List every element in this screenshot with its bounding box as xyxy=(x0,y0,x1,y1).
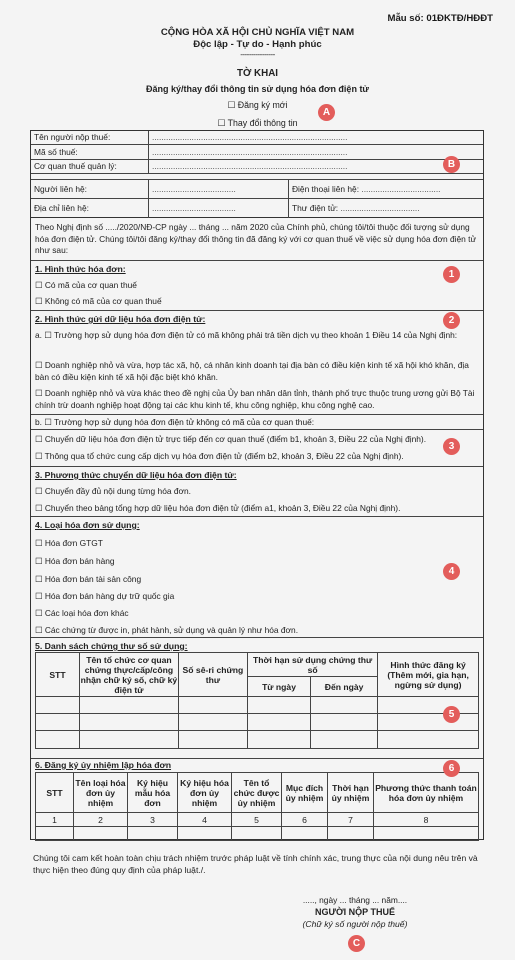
checkbox-2a[interactable]: a. ☐ Trường hợp sử dụng hóa đơn điện tử có mã không phải trả tiền dịch vụ theo khoản 1 Điều 14 của Nghị định: xyxy=(35,330,458,340)
change-info-option[interactable]: ☐ Thay đổi thông tin xyxy=(217,118,298,128)
cert-col-serial: Số sê-ri chứng thư xyxy=(178,653,247,697)
contact-address-field[interactable]: .................................... xyxy=(149,199,289,218)
table-cell: 3 xyxy=(128,813,178,827)
marker-c-badge: C xyxy=(348,935,365,952)
cert-col-validity: Thời hạn sử dụng chứng thư số xyxy=(248,653,378,677)
cert-col-registration-form: Hình thức đăng ký (Thêm mới, gia hạn, ngừng sử dụng) xyxy=(378,653,479,697)
section-1-title: 1. Hình thức hóa đơn: xyxy=(35,264,126,274)
signature-note: (Chữ ký số người nộp thuế) xyxy=(302,919,408,929)
checkbox-2b[interactable]: b. ☐ Trường hợp sử dụng hóa đơn điện tử không có mã của cơ quan thuế: xyxy=(35,417,315,427)
table-cell: 5 xyxy=(232,813,282,827)
info-row xyxy=(31,160,483,174)
cert-col-organization: Tên tổ chức cơ quan chứng thực/cấp/công nhận chữ ký số, chữ ký điện tử xyxy=(80,654,178,695)
marker-5-badge: 5 xyxy=(443,706,460,723)
contact-phone-field[interactable]: .................................. xyxy=(361,183,441,194)
section-3-title: 3. Phương thức chuyển dữ liệu hóa đơn điện tử: xyxy=(35,470,237,480)
certificate-table xyxy=(35,652,479,749)
info-row xyxy=(31,199,483,218)
checkbox-documents-as-invoice[interactable]: ☐ Các chứng từ được in, phát hành, sử dụng và quản lý như hóa đơn. xyxy=(35,625,299,635)
page-title: TỜ KHAI xyxy=(236,68,278,79)
marker-a-badge: A xyxy=(318,104,335,121)
email-field[interactable]: .................................. xyxy=(340,203,420,214)
contact-phone-label: Điện thoại liên hệ: xyxy=(292,183,360,194)
table-row xyxy=(36,813,479,827)
contact-person-field[interactable]: .................................... xyxy=(149,180,289,198)
tax-code-field[interactable]: .................................................................................... xyxy=(152,146,348,157)
deleg-col-payment-method: Phương thức thanh toán hóa đơn ủy nhiệm xyxy=(374,773,479,813)
taxpayer-info-table xyxy=(30,130,484,218)
cert-col-from-date: Từ ngày xyxy=(248,677,311,697)
cert-col-to-date: Đến ngày xyxy=(311,677,378,697)
info-row xyxy=(31,145,483,160)
deleg-col-duration: Thời hạn ủy nhiệm xyxy=(328,773,374,813)
cert-col-stt: STT xyxy=(36,653,80,697)
section-4-title: 4. Loại hóa đơn sử dụng: xyxy=(35,520,140,530)
deleg-col-purpose: Mục đích ủy nhiệm xyxy=(282,773,328,813)
deleg-col-stt: STT xyxy=(36,773,74,813)
section-5-title: 5. Danh sách chứng thư số sử dụng: xyxy=(35,641,188,651)
table-row xyxy=(36,731,479,749)
motto-heading: Độc lập - Tự do - Hạnh phúc xyxy=(193,39,322,50)
info-row xyxy=(31,180,483,199)
checkbox-sales-invoice[interactable]: ☐ Hóa đơn bán hàng xyxy=(35,556,115,566)
table-cell: 6 xyxy=(282,813,328,827)
table-cell: 7 xyxy=(328,813,374,827)
page-subtitle: Đăng ký/thay đổi thông tin sử dụng hóa đơn điện tử xyxy=(146,84,369,94)
checkbox-2b-option-2[interactable]: ☐ Thông qua tổ chức cung cấp dịch vụ hóa đơn điện tử (điểm b2, khoản 3, Điều 22 của Nghị định). xyxy=(35,451,404,461)
checkbox-2b-option-1[interactable]: ☐ Chuyển dữ liệu hóa đơn điện tử trực tiếp đến cơ quan thuế (điểm b1, khoản 3, Điều 22 của Nghị định). xyxy=(35,434,427,444)
checkbox-with-tax-code[interactable]: ☐ Có mã của cơ quan thuế xyxy=(35,280,137,290)
table-row xyxy=(36,714,479,731)
marker-2-badge: 2 xyxy=(443,312,460,329)
checkbox-other-invoices[interactable]: ☐ Các loại hóa đơn khác xyxy=(35,608,129,618)
deleg-col-organization: Tên tổ chức được ủy nhiệm xyxy=(232,773,282,813)
delegation-table xyxy=(35,772,479,841)
checkbox-2a-option-2[interactable]: ☐ Doanh nghiệp nhỏ và vừa khác theo đề nghị của Ủy ban nhân dân tỉnh, thành phố trực thuộc trung ương gửi Bộ Tài chính trừ doanh nghiệp hoạt động tại các khu kinh tế, khu công nghiệp, khu công nghệ cao. xyxy=(35,388,475,410)
taxpayer-name-field[interactable]: .................................................................................... xyxy=(152,132,348,143)
tax-code-label: Mã số thuế: xyxy=(31,145,149,159)
contact-address-label: Địa chỉ liên hệ: xyxy=(31,199,149,218)
deleg-col-template-symbol: Ký hiệu mẫu hóa đơn xyxy=(128,773,178,813)
table-cell: 8 xyxy=(374,813,479,827)
marker-6-badge: 6 xyxy=(443,760,460,777)
email-label: Thư điện tử: xyxy=(292,203,339,214)
section-6-title: 6. Đăng ký ủy nhiệm lập hóa đơn xyxy=(35,760,172,770)
checkbox-public-asset-invoice[interactable]: ☐ Hóa đơn bán tài sản công xyxy=(35,574,142,584)
table-cell: 2 xyxy=(74,813,128,827)
header-rule: ---------------- xyxy=(240,50,275,59)
commitment-text: Chúng tôi cam kết hoàn toàn chịu trách nhiệm trước pháp luật về tính chính xác, trung thực của nội dung nêu trên và thực hiện theo đúng quy định của pháp luật./. xyxy=(33,853,478,875)
declaration-body xyxy=(30,218,484,840)
table-cell: 1 xyxy=(36,813,74,827)
info-row xyxy=(31,131,483,145)
signature-role: NGƯỜI NỘP THUẾ xyxy=(315,907,395,917)
marker-3-badge: 3 xyxy=(443,438,460,455)
contact-person-label: Người liên hệ: xyxy=(31,180,149,198)
checkbox-without-tax-code[interactable]: ☐ Không có mã của cơ quan thuế xyxy=(35,296,162,306)
marker-b-badge: B xyxy=(443,156,460,173)
taxpayer-name-label: Tên người nộp thuế: xyxy=(31,131,149,144)
country-heading: CỘNG HÒA XÃ HỘI CHỦ NGHĨA VIỆT NAM xyxy=(160,27,355,38)
tax-office-label: Cơ quan thuế quản lý: xyxy=(31,160,149,173)
form-code: Mẫu số: 01ĐKTĐ/HĐĐT xyxy=(387,13,493,24)
signature-date: ....., ngày ... tháng ... năm.... xyxy=(302,895,408,905)
checkbox-vat-invoice[interactable]: ☐ Hóa đơn GTGT xyxy=(35,538,103,548)
deleg-col-invoice-symbol: Ký hiệu hóa đơn ủy nhiệm xyxy=(178,773,232,813)
checkbox-national-reserve-invoice[interactable]: ☐ Hóa đơn bán hàng dự trữ quốc gia xyxy=(35,591,175,601)
checkbox-full-content[interactable]: ☐ Chuyển đầy đủ nội dung từng hóa đơn. xyxy=(35,486,191,496)
table-cell: 4 xyxy=(178,813,232,827)
table-row xyxy=(36,827,479,841)
deleg-col-invoice-type: Tên loại hóa đơn ủy nhiệm xyxy=(74,773,128,813)
checkbox-2a-option-1[interactable]: ☐ Doanh nghiệp nhỏ và vừa, hợp tác xã, hộ, cá nhân kinh doanh tại địa bàn có điều kiện kinh tế xã hội khó khăn, địa bàn có điều kiện kinh tế xã hội đặc biệt khó khăn. xyxy=(35,360,469,382)
table-row xyxy=(36,697,479,714)
marker-1-badge: 1 xyxy=(443,266,460,283)
checkbox-summary-table[interactable]: ☐ Chuyển theo bảng tổng hợp dữ liệu hóa đơn điện tử (điểm a1, khoản 3, Điều 22 của Nghị định). xyxy=(35,503,401,513)
register-new-option[interactable]: ☐ Đăng ký mới xyxy=(227,100,288,110)
intro-paragraph: Theo Nghị định số ...../2020/NĐ-CP ngày ... tháng ... năm 2020 của Chính phủ, chúng tôi/tôi thuộc đối tượng sử dụng hóa đơn điện tử. Chúng tôi/tôi đăng ký/thay đổi thông tin đã đăng ký với cơ quan thuế về việc sử dụng hóa đơn điện tử như sau: xyxy=(35,222,477,255)
marker-4-badge: 4 xyxy=(443,563,460,580)
tax-office-field[interactable]: .................................................................................... xyxy=(152,161,348,172)
section-2-title: 2. Hình thức gửi dữ liệu hóa đơn điện tử: xyxy=(35,314,206,324)
